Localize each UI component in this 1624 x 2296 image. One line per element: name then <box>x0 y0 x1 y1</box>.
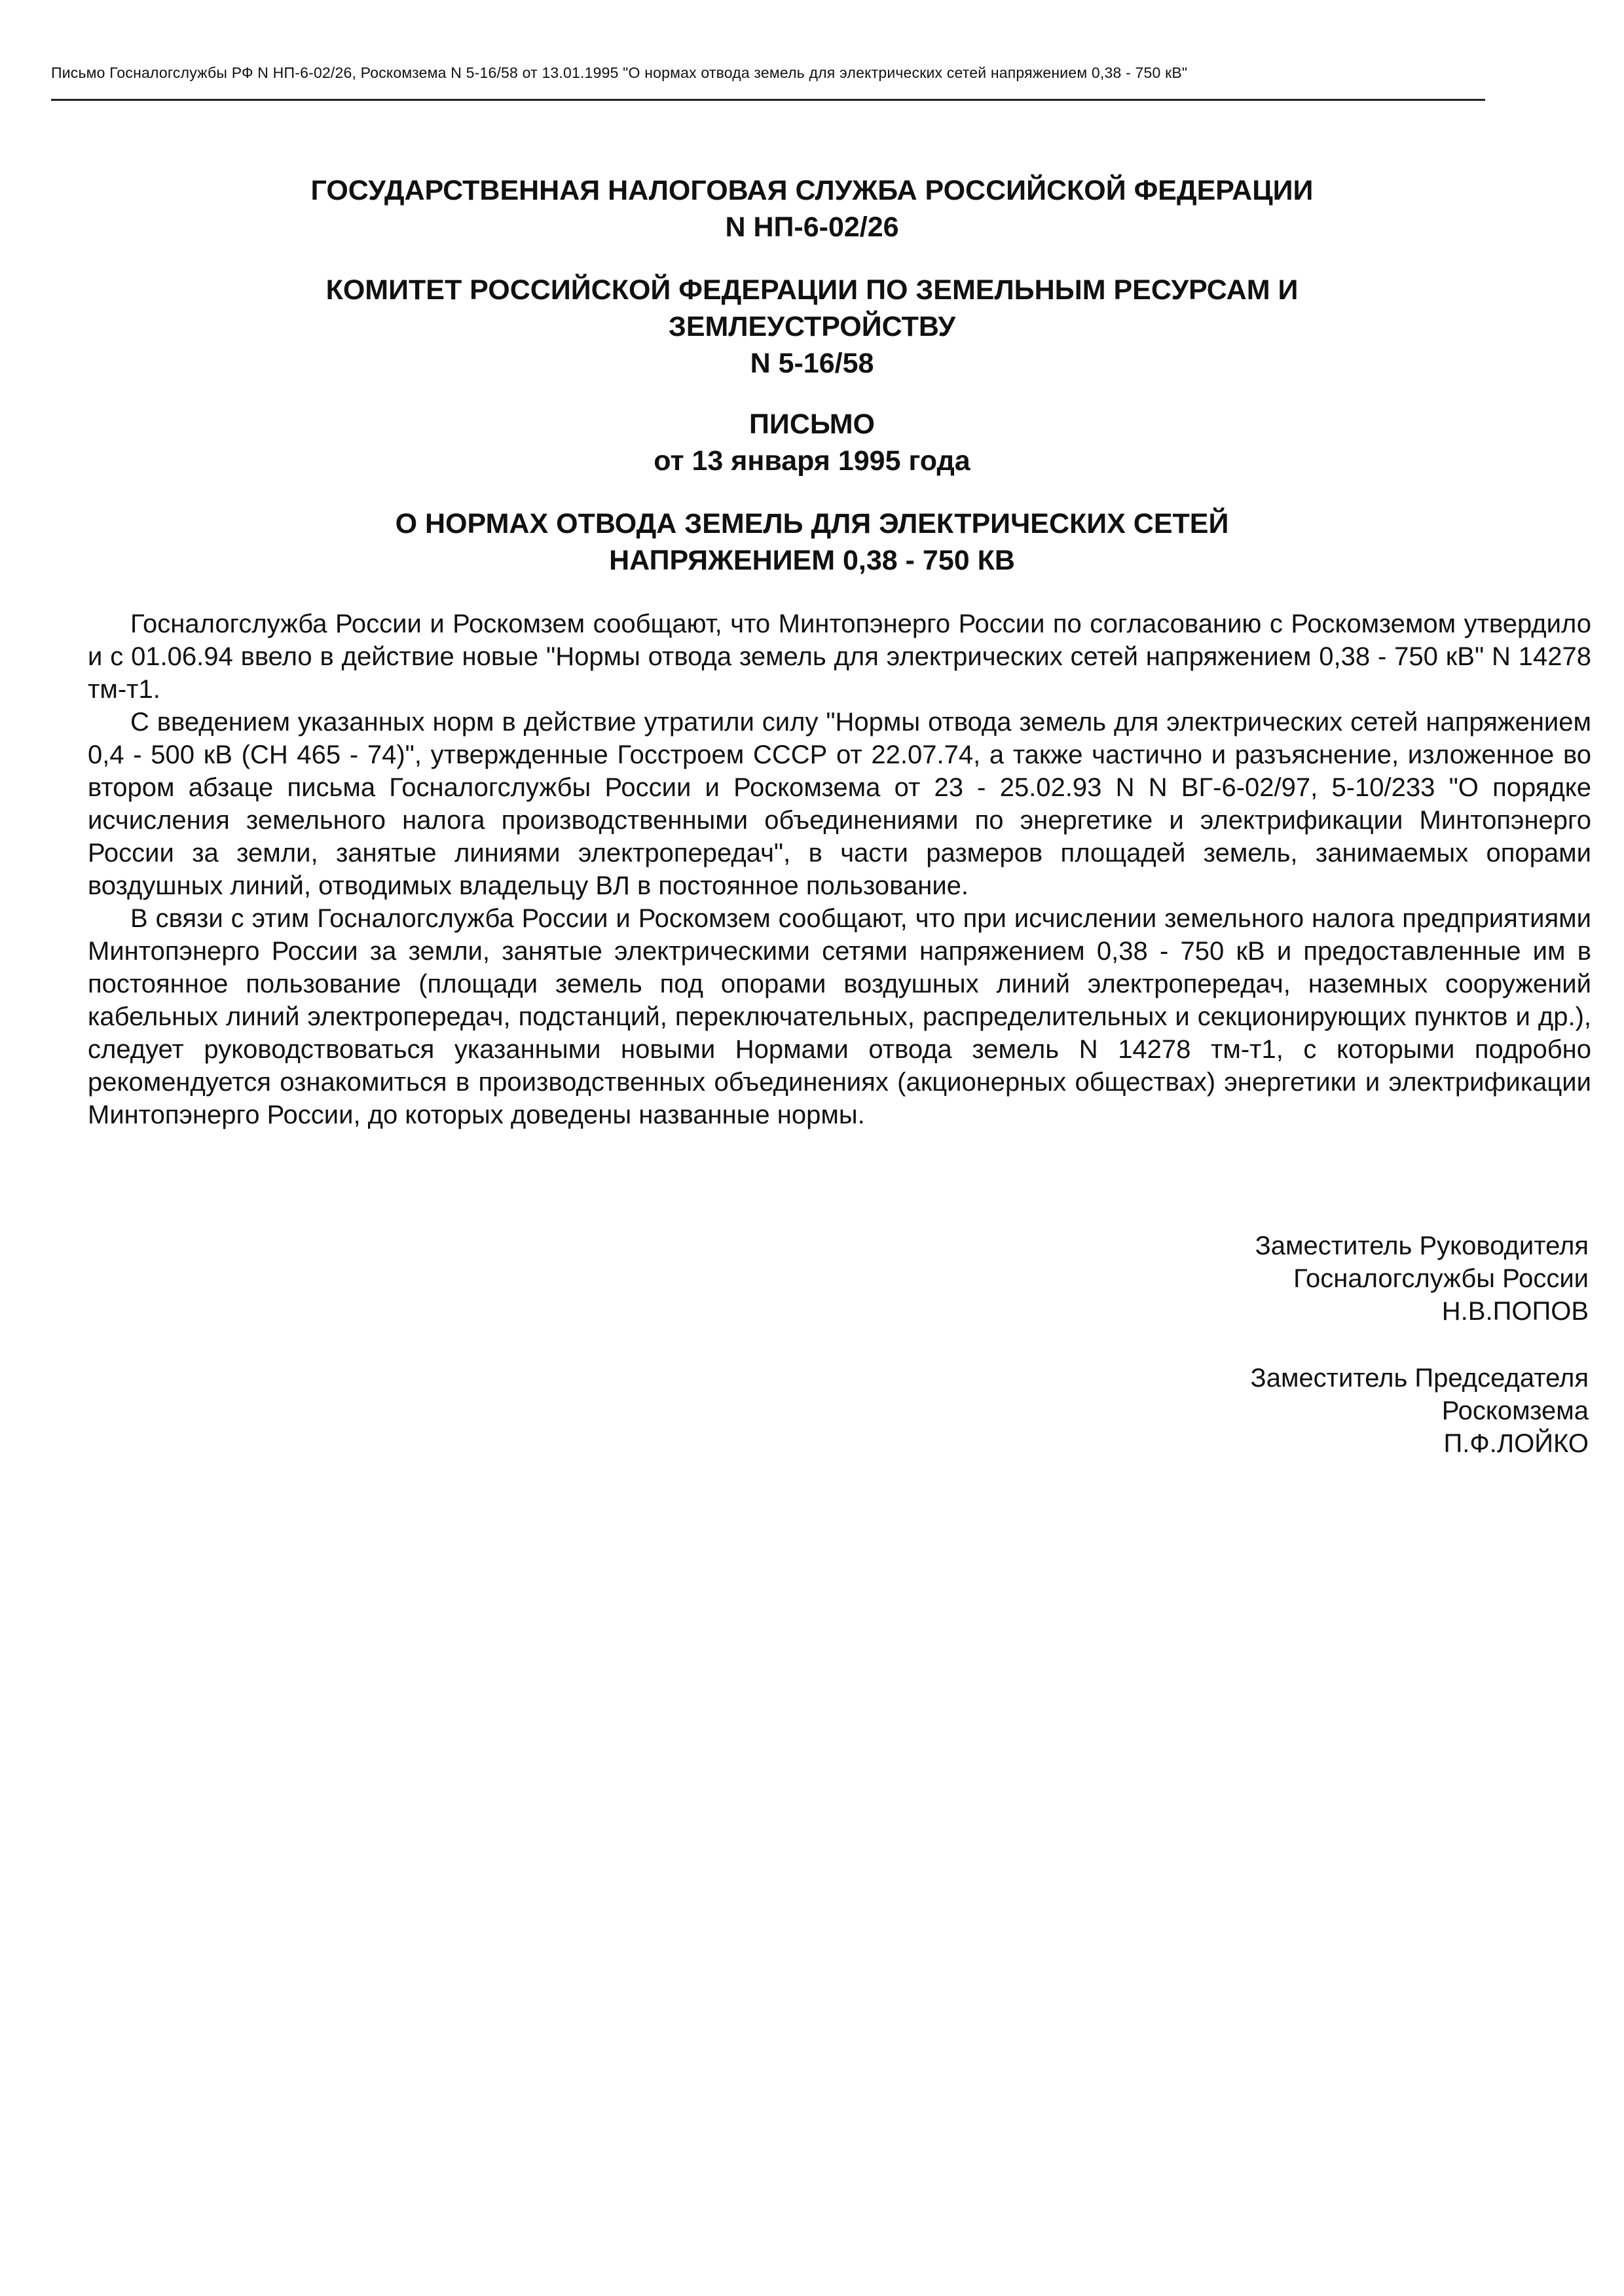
signatory-organization: Госналогслужбы России <box>1293 1264 1589 1293</box>
signatory-title: Заместитель Председателя <box>1250 1364 1589 1393</box>
document-date: от 13 января 1995 года <box>654 445 970 477</box>
letter-body <box>88 608 1591 1131</box>
signatory-name: П.Ф.ЛОЙКО <box>1443 1429 1589 1458</box>
signature-block-land-committee <box>934 1362 1589 1460</box>
committee-heading <box>157 272 1467 382</box>
header-divider <box>51 99 1485 101</box>
signature-block-tax-service <box>934 1230 1589 1328</box>
running-header: Письмо Госналогслужбы РФ N НП-6-02/26, Роскомзема N 5-16/58 от 13.01.1995 "О нормах отвода земель для электрических сетей напряжением 0,38 - 750 кВ" <box>51 64 1188 81</box>
committee-document-number: N 5-16/58 <box>750 348 874 379</box>
document-subject <box>157 505 1467 579</box>
document-type: ПИСЬМО <box>749 409 875 440</box>
signatory-title: Заместитель Руководителя <box>1255 1231 1589 1260</box>
agency-document-number: N НП-6-02/26 <box>725 211 899 243</box>
subject-line-2: НАПРЯЖЕНИЕМ 0,38 - 750 КВ <box>609 545 1015 576</box>
committee-name-line-2: ЗЕМЛЕУСТРОЙСТВУ <box>668 311 956 342</box>
body-paragraph-3: В связи с этим Госналогслужба России и Роскомзем сообщают, что при исчислении земельного налога предприятиями Минтопэнерго России за земли, занятые электрическими сетями напряжением 0,38 - 750 кВ и предоставленные им в постоянное пользование (площади земель под опорами воздушных линий электропередач, наземных сооружений кабельных линий электропередач, подстанций, переключательных, распределительных и секционирующих пунктов и др.), следует руководствоваться указанными новыми Нормами отвода земель N 14278 тм-т1, с которыми подробно рекомендуется ознакомиться в производственных объединениях (акционерных обществах) энергетики и электрификации Минтопэнерго России, до которых доведены названные нормы. <box>88 904 1591 1129</box>
document-type-heading <box>157 406 1467 479</box>
body-paragraph-2: С введением указанных норм в действие утратили силу "Нормы отвода земель для электрических сетей напряжением 0,4 - 500 кВ (СН 465 - 74)", утвержденные Госстроем СССР от 22.07.74, а также частично и разъяснение, изложенное во втором абзаце письма Госналогслужбы России и Роскомзема от 23 - 25.02.93 N N ВГ-6-02/97, 5-10/233 "О порядке исчисления земельного налога производственными объединениями по энергетике и электрификации Минтопэнерго России за земли, занятые линиями электропередач", в части размеров площадей земель, занимаемых опорами воздушных линий, отводимых владельцу ВЛ в постоянное пользование. <box>88 708 1591 900</box>
committee-name-line-1: КОМИТЕТ РОССИЙСКОЙ ФЕДЕРАЦИИ ПО ЗЕМЕЛЬНЫМ РЕСУРСАМ И <box>325 274 1299 306</box>
signatory-name: Н.В.ПОПОВ <box>1441 1297 1589 1326</box>
signatory-organization: Роскомзема <box>1441 1396 1589 1425</box>
agency-heading <box>157 172 1467 246</box>
subject-line-1: О НОРМАХ ОТВОДА ЗЕМЕЛЬ ДЛЯ ЭЛЕКТРИЧЕСКИХ СЕТЕЙ <box>395 508 1229 539</box>
agency-name: ГОСУДАРСТВЕННАЯ НАЛОГОВАЯ СЛУЖБА РОССИЙСКОЙ ФЕДЕРАЦИИ <box>310 175 1314 206</box>
body-paragraph-1: Госналогслужба России и Роскомзем сообщают, что Минтопэнерго России по согласованию с Роскомземом утвердило и с 01.06.94 ввело в действие новые "Нормы отвода земель для электрических сетей напряжением 0,38 - 750 кВ" N 14278 тм-т1. <box>88 610 1591 704</box>
